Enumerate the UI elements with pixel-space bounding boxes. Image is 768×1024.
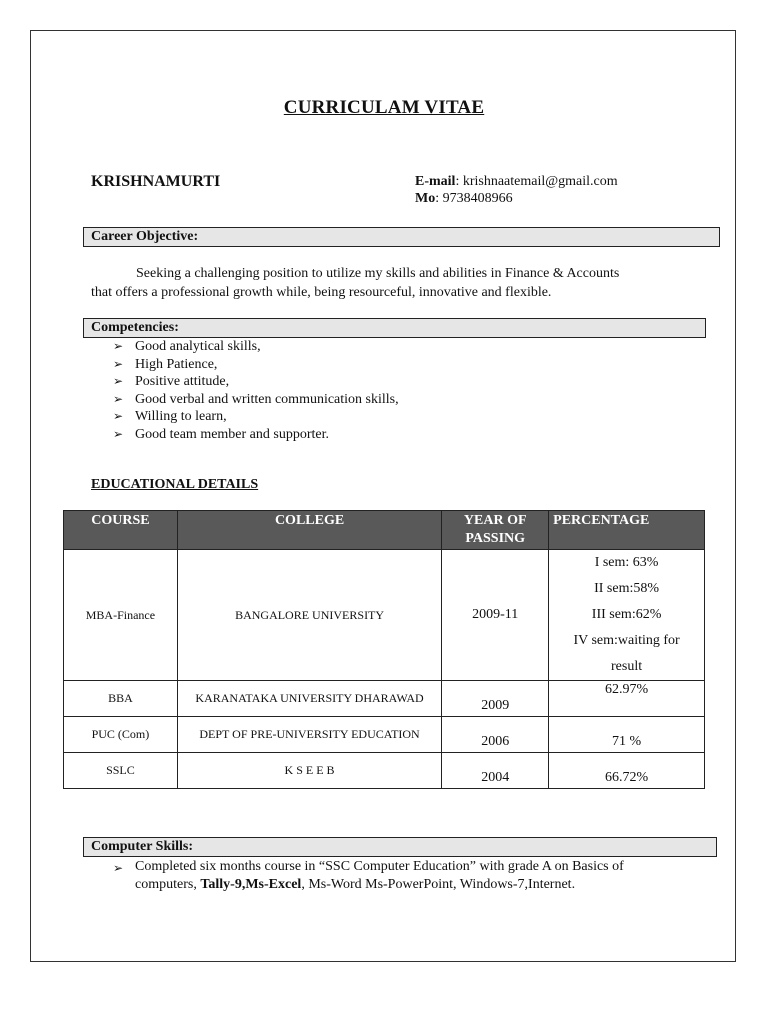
- table-row: [64, 753, 705, 789]
- mobile-value: : 9738408966: [435, 191, 513, 206]
- career-objective-text: [91, 264, 691, 302]
- column-header-course: COURSE: [64, 511, 178, 550]
- year-cell: 2004: [442, 753, 549, 789]
- college-cell: DEPT OF PRE-UNIVERSITY EDUCATION: [177, 717, 441, 753]
- table-header-row: [64, 511, 705, 550]
- year-cell: 2006: [442, 717, 549, 753]
- list-item: ➢ Good team member and supporter.: [113, 426, 330, 442]
- course-cell: MBA-Finance: [64, 550, 178, 681]
- table-row: [64, 681, 705, 717]
- competencies-heading: Competencies:: [83, 318, 706, 338]
- list-item: ➢ Good analytical skills,: [113, 339, 261, 354]
- list-item: ➢ Good verbal and written communication skills,: [113, 391, 399, 407]
- career-objective-heading: Career Objective:: [83, 227, 720, 247]
- computer-skills-item: [113, 858, 683, 894]
- percentage-cell: I sem: 63% II sem:58% III sem:62% IV sem:waiting for result: [549, 550, 705, 681]
- table-row: [64, 717, 705, 753]
- email-label: E-mail: [415, 174, 456, 189]
- email-value: : krishnaatemail@gmail.com: [455, 174, 618, 189]
- arrow-bullet-icon: ➢: [113, 374, 124, 388]
- mobile-label: Mo: [415, 191, 436, 206]
- column-header-year: YEAR OF PASSING: [442, 511, 549, 550]
- arrow-bullet-icon: ➢: [113, 861, 124, 875]
- list-item: ➢ Willing to learn,: [113, 409, 227, 424]
- document-title: CURRICULAM VITAE: [283, 97, 485, 118]
- college-cell: KARANATAKA UNIVERSITY DHARAWAD: [177, 681, 441, 717]
- percentage-cell: 71 %: [549, 717, 705, 753]
- competencies-list: [113, 338, 399, 443]
- table-row: [64, 550, 705, 681]
- page-border: [30, 30, 736, 962]
- course-cell: SSLC: [64, 753, 178, 789]
- percentage-cell: 62.97%: [549, 681, 705, 717]
- college-cell: K S E E B: [177, 753, 441, 789]
- arrow-bullet-icon: ➢: [113, 339, 124, 353]
- percentage-cell: 66.72%: [549, 753, 705, 789]
- objective-line-2: that offers a professional growth while, being resourceful, innovative and flexible.: [91, 285, 552, 300]
- column-header-percentage: PERCENTAGE: [549, 511, 705, 550]
- email-line: [415, 173, 618, 190]
- computer-skills-text: Completed six months course in “SSC Computer Education” with grade A on Basics of computers, Tally-9,Ms-Excel, Ms-Word Ms-PowerPoint, Windows-7,Internet.: [135, 859, 624, 892]
- arrow-bullet-icon: ➢: [113, 391, 124, 406]
- college-cell: BANGALORE UNIVERSITY: [177, 550, 441, 681]
- column-header-college: COLLEGE: [177, 511, 441, 550]
- arrow-bullet-icon: ➢: [113, 409, 124, 423]
- mobile-line: [415, 190, 618, 207]
- contact-info: [415, 173, 618, 207]
- education-table: [63, 510, 705, 789]
- education-heading: EDUCATIONAL DETAILS: [91, 477, 259, 492]
- list-item: ➢ Positive attitude,: [113, 374, 230, 389]
- course-cell: BBA: [64, 681, 178, 717]
- list-item: ➢ High Patience,: [113, 356, 218, 372]
- arrow-bullet-icon: ➢: [113, 356, 124, 371]
- year-cell: 2009: [442, 681, 549, 717]
- arrow-bullet-icon: ➢: [113, 426, 124, 441]
- candidate-name: KRISHNAMURTI: [91, 173, 221, 190]
- computer-skills-heading: Computer Skills:: [83, 837, 717, 857]
- course-cell: PUC (Com): [64, 717, 178, 753]
- year-cell: 2009-11: [442, 550, 549, 681]
- objective-line-1: Seeking a challenging position to utilize my skills and abilities in Finance & Accounts: [136, 266, 620, 281]
